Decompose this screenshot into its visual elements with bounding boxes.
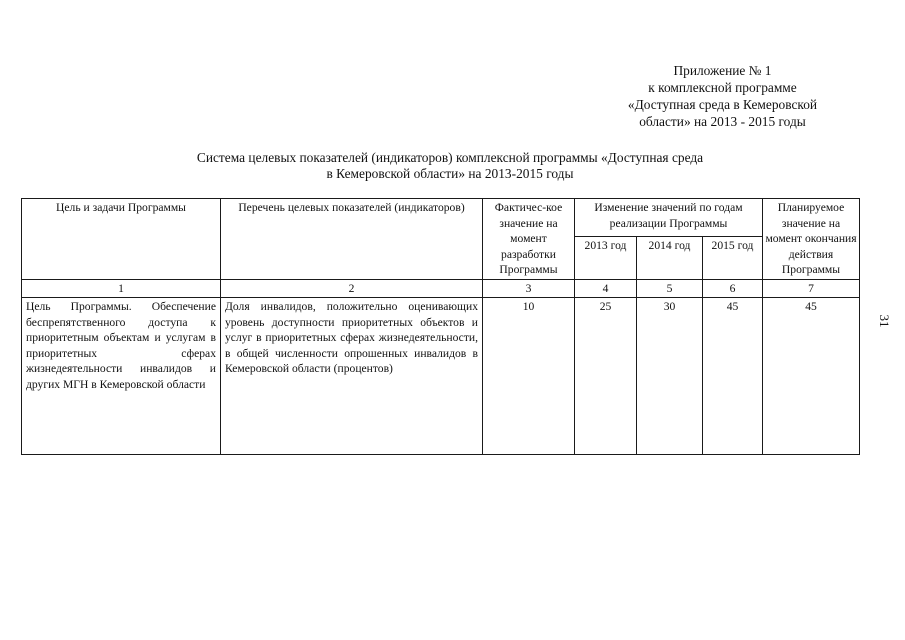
title-line-2: в Кемеровской области» на 2013-2015 годы bbox=[326, 166, 574, 181]
column-number-5: 5 bbox=[637, 279, 703, 298]
column-number-2: 2 bbox=[221, 279, 483, 298]
indicators-table bbox=[21, 198, 860, 455]
header-change-by-years: Изменение значений по годам реализации Программы bbox=[575, 199, 763, 237]
header-year-2013: 2013 год bbox=[575, 236, 637, 279]
column-number-4: 4 bbox=[575, 279, 637, 298]
value-2014-cell: 30 bbox=[637, 298, 703, 455]
header-year-2014: 2014 год bbox=[637, 236, 703, 279]
table-row bbox=[22, 298, 860, 455]
value-2013-cell: 25 bbox=[575, 298, 637, 455]
header-actual-value: Фактичес-кое значение на момент разработки Программы bbox=[483, 199, 575, 280]
appendix-line-4: области» на 2013 - 2015 годы bbox=[639, 114, 806, 129]
column-number-3: 3 bbox=[483, 279, 575, 298]
page-number: 31 bbox=[877, 314, 892, 328]
appendix-note bbox=[590, 62, 855, 130]
indicator-cell: Доля инвалидов, положительно оценивающих уровень доступности приоритетных объектов и услуг в приоритетных сферах жизнедеятельности, в общей численности опрошенных инвалидов в Кемеровской области (процентов) bbox=[221, 298, 483, 455]
header-planned-value: Планируемое значение на момент окончания действия Программы bbox=[763, 199, 860, 280]
header-row bbox=[22, 199, 860, 237]
value-2015-cell: 45 bbox=[703, 298, 763, 455]
appendix-line-1: Приложение № 1 bbox=[673, 63, 772, 78]
header-goals: Цель и задачи Программы bbox=[22, 199, 221, 280]
column-numbers-row bbox=[22, 279, 860, 298]
column-number-7: 7 bbox=[763, 279, 860, 298]
appendix-line-2: к комплексной программе bbox=[648, 80, 797, 95]
title-line-1: Система целевых показателей (индикаторов) комплексной программы «Доступная среда bbox=[196, 150, 704, 165]
goal-cell: Цель Программы. Обеспечение беспрепятственного доступа к приоритетным объектам и услугам в приоритетных сферах жизнедеятельности инвалидов и других МГН в Кемеровской области bbox=[22, 298, 221, 455]
column-number-6: 6 bbox=[703, 279, 763, 298]
document-title bbox=[140, 150, 760, 182]
actual-value-cell: 10 bbox=[483, 298, 575, 455]
planned-value-cell: 45 bbox=[763, 298, 860, 455]
appendix-line-3: «Доступная среда в Кемеровской bbox=[627, 97, 818, 112]
header-year-2015: 2015 год bbox=[703, 236, 763, 279]
column-number-1: 1 bbox=[22, 279, 221, 298]
header-indicators: Перечень целевых показателей (индикаторов) bbox=[221, 199, 483, 280]
